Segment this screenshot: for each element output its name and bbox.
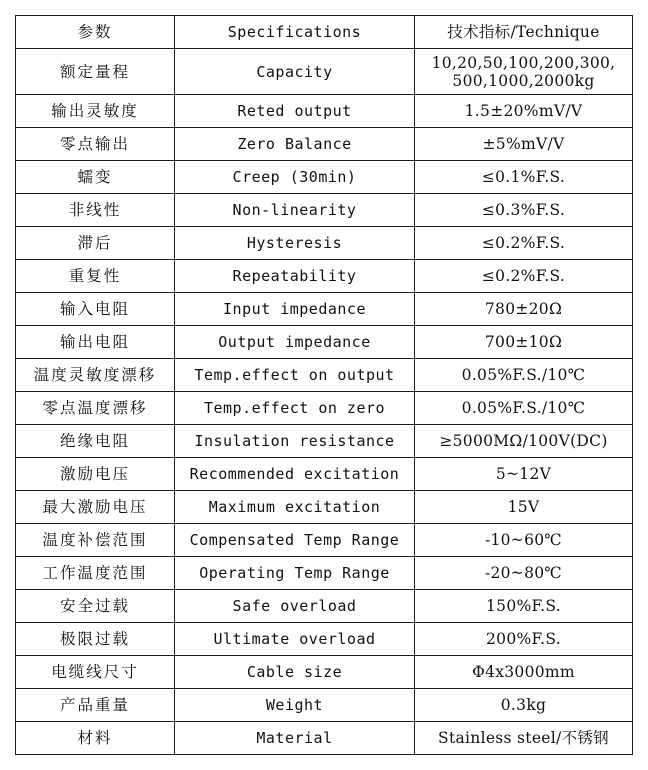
param-cn: 输出灵敏度 (16, 95, 175, 128)
param-en: Cable size (175, 656, 415, 689)
param-cn: 非线性 (16, 194, 175, 227)
table-row (16, 293, 633, 326)
param-en: Non-linearity (175, 194, 415, 227)
param-en: Repeatability (175, 260, 415, 293)
table-row (16, 524, 633, 557)
param-en: Hysteresis (175, 227, 415, 260)
table-row (16, 194, 633, 227)
param-value: -20~80℃ (415, 557, 633, 590)
param-cn: 安全过载 (16, 590, 175, 623)
param-en: Ultimate overload (175, 623, 415, 656)
param-value: ≤0.1%F.S. (415, 161, 633, 194)
param-value: 200%F.S. (415, 623, 633, 656)
param-cn: 激励电压 (16, 458, 175, 491)
table-row (16, 49, 633, 95)
param-value: 150%F.S. (415, 590, 633, 623)
param-en: Insulation resistance (175, 425, 415, 458)
param-en: Zero Balance (175, 128, 415, 161)
param-value: 780±20Ω (415, 293, 633, 326)
header-specifications: Specifications (175, 16, 415, 49)
param-cn: 绝缘电阻 (16, 425, 175, 458)
table-row (16, 227, 633, 260)
param-cn: 重复性 (16, 260, 175, 293)
param-value: 0.3kg (415, 689, 633, 722)
param-en: Operating Temp Range (175, 557, 415, 590)
param-value: Φ4x3000mm (415, 656, 633, 689)
table-row (16, 359, 633, 392)
param-cn: 零点温度漂移 (16, 392, 175, 425)
header-technique: 技术指标/Technique (415, 16, 633, 49)
value-line-2: 500,1000,2000kg (452, 71, 595, 90)
param-value (415, 49, 633, 95)
param-en: Material (175, 722, 415, 755)
table-row (16, 491, 633, 524)
param-cn: 蠕变 (16, 161, 175, 194)
param-cn: 电缆线尺寸 (16, 656, 175, 689)
table-row (16, 161, 633, 194)
param-value: -10~60℃ (415, 524, 633, 557)
table-row (16, 722, 633, 755)
param-value: ≤0.3%F.S. (415, 194, 633, 227)
table-row (16, 425, 633, 458)
param-cn: 输出电阻 (16, 326, 175, 359)
param-cn: 工作温度范围 (16, 557, 175, 590)
value-line-1: 10,20,50,100,200,300, (431, 53, 616, 72)
param-en: Recommended excitation (175, 458, 415, 491)
param-cn: 极限过载 (16, 623, 175, 656)
table-row (16, 95, 633, 128)
param-cn: 产品重量 (16, 689, 175, 722)
param-value: ±5%mV/V (415, 128, 633, 161)
param-en: Weight (175, 689, 415, 722)
param-cn: 材料 (16, 722, 175, 755)
table-row (16, 260, 633, 293)
param-en: Creep (30min) (175, 161, 415, 194)
param-cn: 温度补偿范围 (16, 524, 175, 557)
table-header-row (16, 16, 633, 49)
param-cn: 滞后 (16, 227, 175, 260)
param-value: ≥5000MΩ/100V(DC) (415, 425, 633, 458)
param-value: 700±10Ω (415, 326, 633, 359)
table-row (16, 458, 633, 491)
param-en: Input impedance (175, 293, 415, 326)
table-row (16, 689, 633, 722)
table-row (16, 392, 633, 425)
param-en: Temp.effect on zero (175, 392, 415, 425)
param-value: 5~12V (415, 458, 633, 491)
param-cn: 输入电阻 (16, 293, 175, 326)
table-row (16, 557, 633, 590)
param-en: Maximum excitation (175, 491, 415, 524)
param-value: ≤0.2%F.S. (415, 260, 633, 293)
param-value: 1.5±20%mV/V (415, 95, 633, 128)
table-row (16, 623, 633, 656)
param-value: Stainless steel/不锈钢 (415, 722, 633, 755)
table-row (16, 656, 633, 689)
header-parameter: 参数 (16, 16, 175, 49)
param-value: ≤0.2%F.S. (415, 227, 633, 260)
param-en: Reted output (175, 95, 415, 128)
param-value: 0.05%F.S./10℃ (415, 359, 633, 392)
param-cn: 零点输出 (16, 128, 175, 161)
param-en: Compensated Temp Range (175, 524, 415, 557)
table-row (16, 590, 633, 623)
param-en: Capacity (175, 49, 415, 95)
param-en: Output impedance (175, 326, 415, 359)
table-row (16, 326, 633, 359)
param-en: Temp.effect on output (175, 359, 415, 392)
table-row (16, 128, 633, 161)
specification-table (15, 15, 633, 755)
param-cn: 额定量程 (16, 49, 175, 95)
param-en: Safe overload (175, 590, 415, 623)
spec-table-container (15, 15, 633, 755)
param-value: 0.05%F.S./10℃ (415, 392, 633, 425)
param-value: 15V (415, 491, 633, 524)
param-cn: 最大激励电压 (16, 491, 175, 524)
param-cn: 温度灵敏度漂移 (16, 359, 175, 392)
